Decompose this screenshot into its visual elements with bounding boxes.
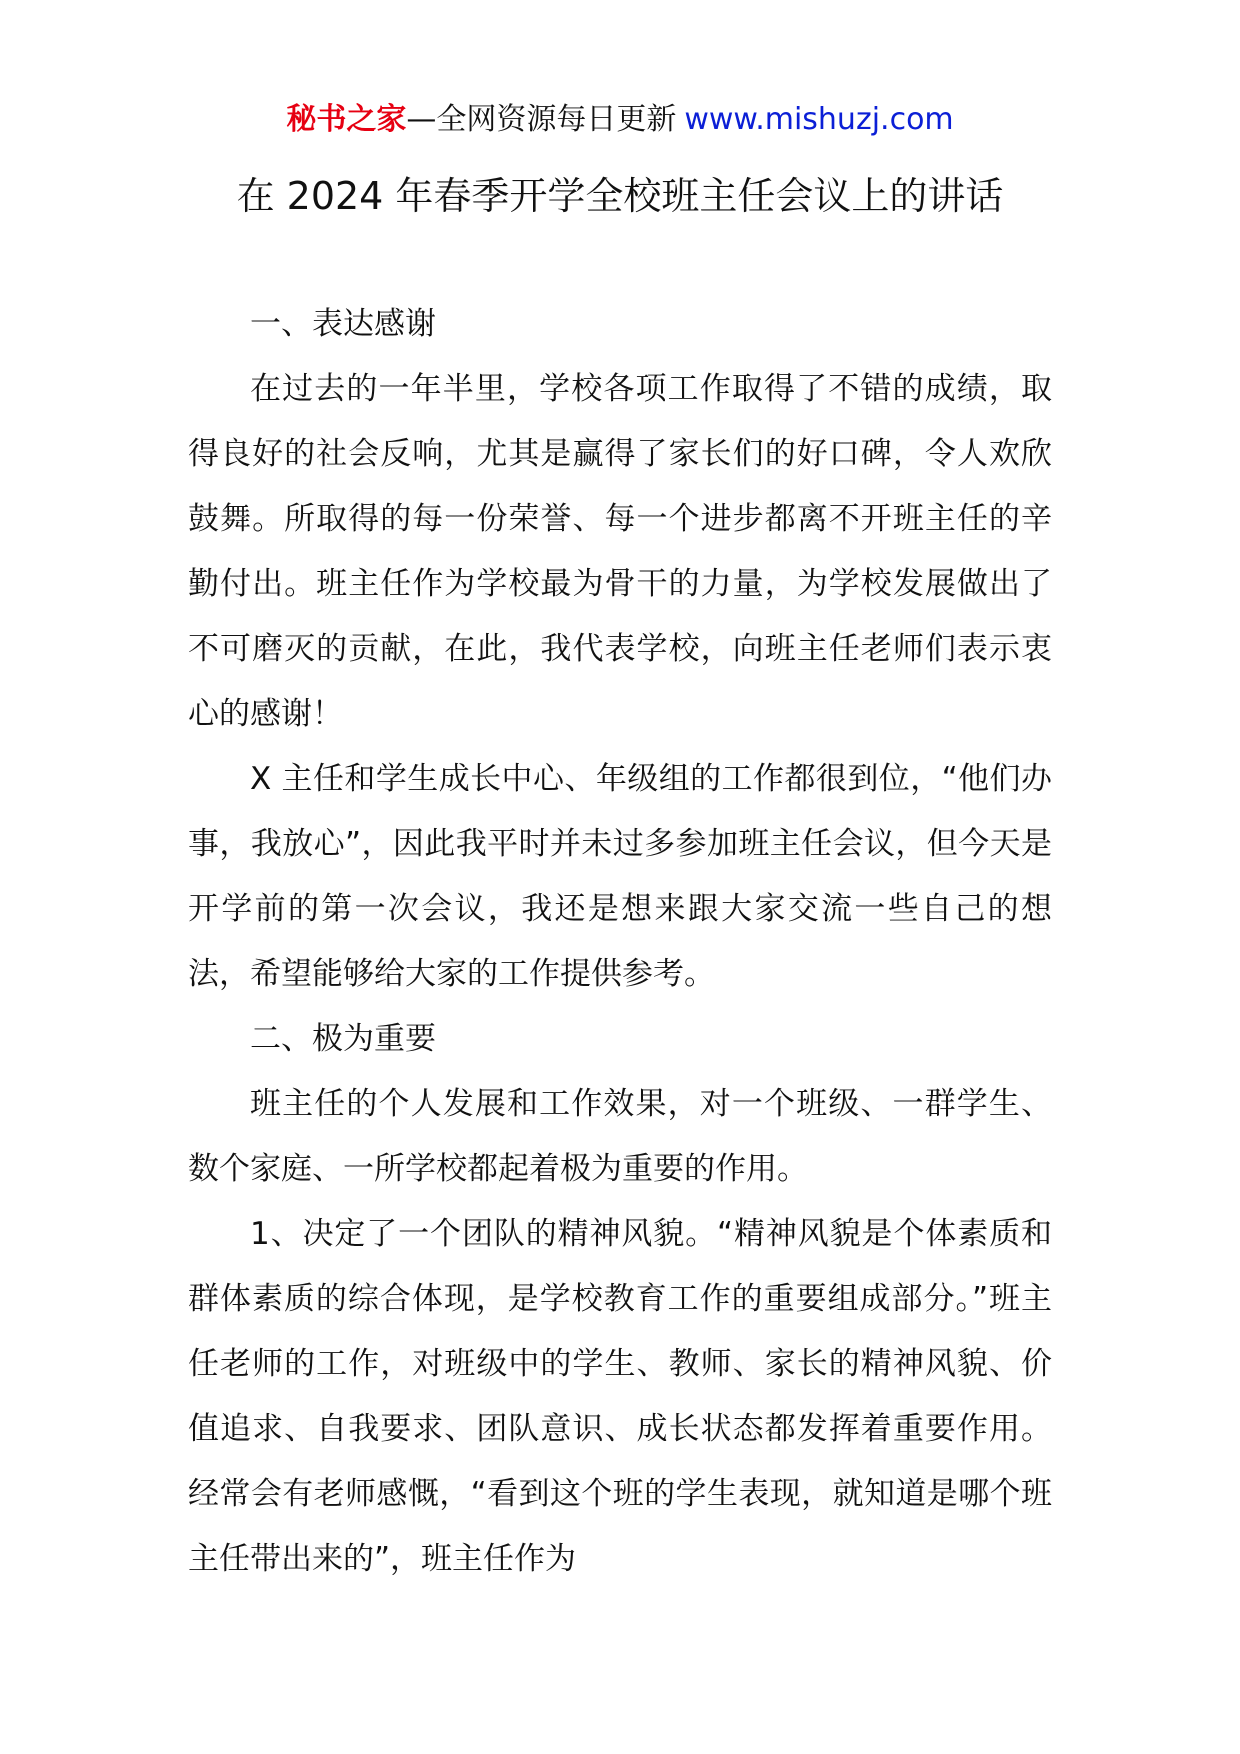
paragraph: X 主任和学生成长中心、年级组的工作都很到位，“他们办事，我放心”，因此我平时并未过多参加班主任会议，但今天是开学前的第一次会议，我还是想来跟大家交流一些自己的想法，希望能够给大家的工作提供参考。 bbox=[188, 761, 1052, 992]
document-body bbox=[188, 292, 1052, 1592]
watermark-banner bbox=[0, 98, 1240, 142]
banner-tagline: —全网资源每日更新 bbox=[406, 102, 677, 137]
paragraph: 1、决定了一个团队的精神风貌。“精神风貌是个体素质和群体素质的综合体现，是学校教育工作的重要组成部分。”班主任老师的工作，对班级中的学生、教师、家长的精神风貌、价值追求、自我要求、团队意识、成长状态都发挥着重要作用。经常会有老师感慨，“看到这个班的学生表现，就知道是哪个班主任带出来的”，班主任作为 bbox=[188, 1216, 1052, 1577]
section-heading: 二、极为重要 bbox=[250, 1021, 436, 1057]
paragraph: 在过去的一年半里，学校各项工作取得了不错的成绩，取得良好的社会反响，尤其是赢得了家长们的好口碑，令人欢欣鼓舞。所取得的每一份荣誉、每一个进步都离不开班主任的辛勤付出。班主任作为学校最为骨干的力量，为学校发展做出了不可磨灭的贡献，在此，我代表学校，向班主任老师们表示衷心的感谢！ bbox=[188, 371, 1052, 732]
website-link[interactable]: www.mishuzj.com bbox=[684, 102, 954, 137]
paragraph: 班主任的个人发展和工作效果，对一个班级、一群学生、数个家庭、一所学校都起着极为重要的作用。 bbox=[188, 1086, 1052, 1187]
document-title: 在 2024 年春季开学全校班主任会议上的讲话 bbox=[236, 174, 1004, 218]
brand-name: 秘书之家 bbox=[286, 102, 407, 137]
section-heading: 一、表达感谢 bbox=[250, 306, 436, 342]
